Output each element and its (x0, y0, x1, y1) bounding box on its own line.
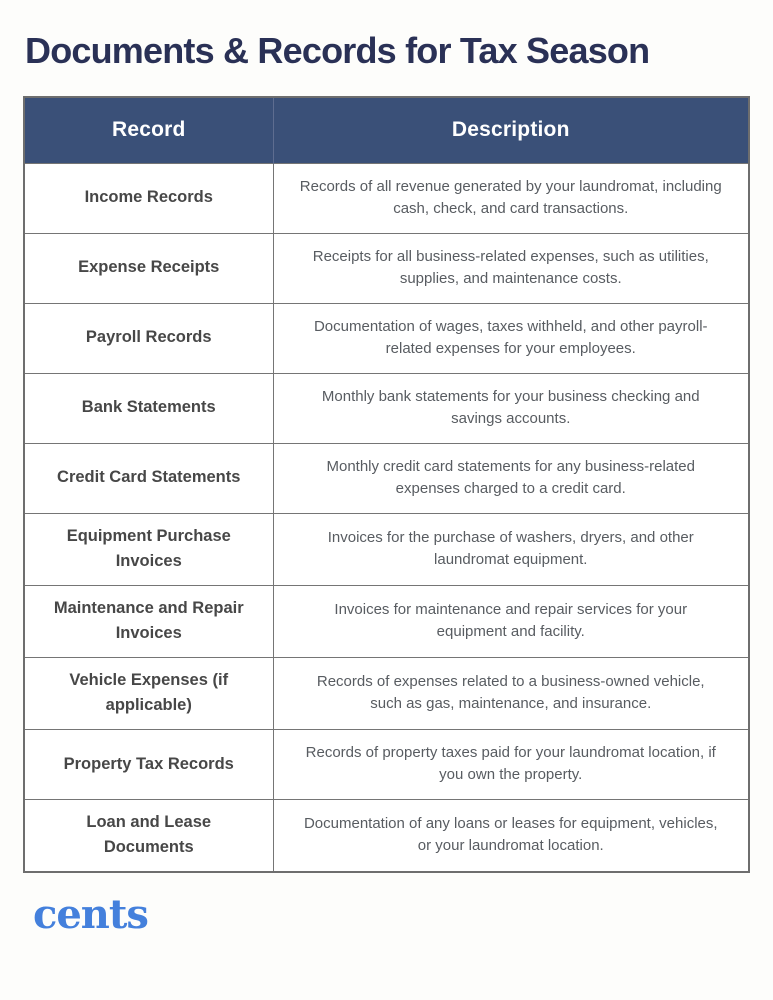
record-name: Bank Statements (81, 398, 216, 417)
table-row (24, 233, 749, 303)
record-name: Property Tax Records (63, 754, 234, 773)
column-header-record: Record (24, 97, 273, 163)
record-description: Invoices for the purchase of washers, dryers, and other laundromat equipment. (327, 528, 694, 569)
record-description: Receipts for all business-related expenses, such as utilities, supplies, and maintenance costs. (312, 247, 709, 287)
record-name: Vehicle Expenses (if applicable) (69, 670, 229, 715)
records-table (23, 96, 750, 873)
record-description: Invoices for maintenance and repair services for your equipment and facility. (334, 600, 688, 641)
table-row (24, 443, 749, 513)
table-row (24, 373, 749, 443)
record-description: Records of expenses related to a business-owned vehicle, such as gas, maintenance, and insurance. (316, 672, 705, 713)
record-name: Maintenance and Repair Invoices (53, 598, 244, 643)
record-name: Income Records (84, 188, 213, 207)
table-row (24, 163, 749, 233)
table-row (24, 585, 749, 657)
record-name: Expense Receipts (78, 258, 220, 277)
table-row (24, 729, 749, 799)
record-name: Loan and Lease Documents (86, 812, 212, 857)
record-description: Records of property taxes paid for your laundromat location, if you own the property. (305, 743, 716, 784)
column-header-description: Description (273, 97, 749, 163)
footer (33, 891, 750, 938)
table-row (24, 657, 749, 729)
record-description: Records of all revenue generated by your laundromat, including cash, check, and card transactions. (299, 177, 722, 217)
record-description: Documentation of any loans or leases for equipment, vehicles, or your laundromat location. (303, 814, 718, 855)
cents-logo: cents (33, 891, 148, 938)
table-body (24, 163, 749, 872)
record-description: Monthly credit card statements for any business-related expenses charged to a credit card. (326, 457, 695, 497)
page-title: Documents & Records for Tax Season (25, 30, 650, 71)
table-row (24, 513, 749, 585)
table-row (24, 303, 749, 373)
record-name: Equipment Purchase Invoices (66, 526, 231, 571)
table-header (24, 97, 749, 163)
header-row (24, 97, 749, 163)
record-description: Monthly bank statements for your business checking and savings accounts. (321, 387, 700, 427)
record-name: Payroll Records (85, 328, 212, 347)
table-row (24, 799, 749, 872)
record-description: Documentation of wages, taxes withheld, and other payroll-related expenses for your employees. (313, 317, 708, 357)
record-name: Credit Card Statements (57, 468, 241, 487)
